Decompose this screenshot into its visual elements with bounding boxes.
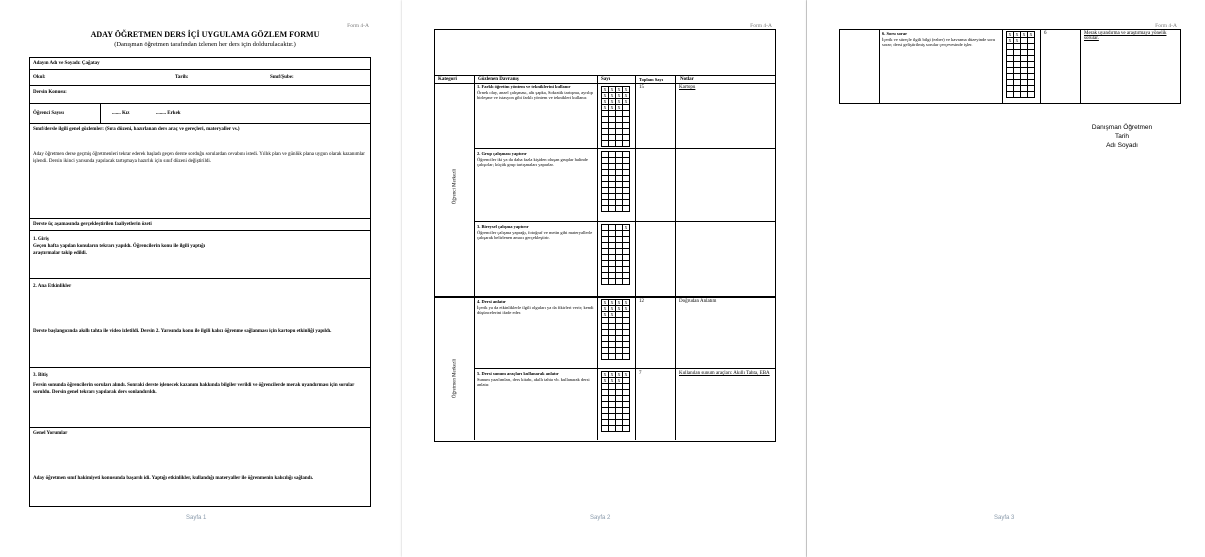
tally-cell[interactable]: X [1007,32,1014,38]
tally-cell[interactable] [623,354,630,360]
tally-cell[interactable]: X [616,99,623,105]
topic-row [30,86,370,104]
intro-label: 1. Giriş [33,237,49,242]
tally-cell[interactable]: X [616,306,623,312]
main-activities-text[interactable]: Derste başlangıcında akıllı tahta ile video izletildi. Dersin 2. Yarısında konu ile ilgili kalıcı öğrenme sağlanması için kartopu etkinliği yapıldı. [33,329,332,334]
comments-text[interactable]: Aday öğretmen sınıf hakimiyeti konusunda başarılı idi. Yaptığı etkinlikler, kullandığı materyaller ile öğrenmenin kalıcılığı sağlandı. [33,476,314,481]
header-count: Sayı [601,77,611,82]
candidate-name[interactable]: Adayın Adı ve Soyadı: Çağatay [33,61,100,66]
signature-block [1077,124,1167,149]
note-5[interactable]: Kullanılan sunum araçları: Akıllı Tahta, EBA [679,371,770,376]
tally-cell[interactable]: X [623,225,630,231]
tally-grid-2[interactable] [601,151,630,212]
tally-cell[interactable]: X [616,372,623,378]
behavior-table-continued [839,29,1181,104]
tally-cell[interactable]: X [602,306,609,312]
intro-text[interactable]: Geçen hafta yapılan konuların tekrarı yapıldı. Öğrencilerin konu ile ilgili yaptığı araştırmalar takip edildi. [33,244,206,256]
behavior-item-3: 3. Bireysel çalışma yaptırır Öğrenciler çalışma yaprağı, fotoğraf ve metin gibi materyallerle çalışarak belirlenen amacı gerçekleştirir. [477,224,593,240]
tally-cell[interactable] [616,206,623,212]
tally-cell[interactable] [602,426,609,432]
tally-cell[interactable]: X [609,99,616,105]
tally-cell[interactable] [1014,92,1021,98]
header-notes: Notlar [680,77,694,82]
form-label: Form 4-A [750,23,772,29]
tally-cell[interactable]: X [602,378,609,384]
tally-cell[interactable] [609,279,616,285]
tally-cell[interactable] [609,354,616,360]
phases-row [30,219,370,231]
tally-cell[interactable]: X [609,93,616,99]
behavior-item-6: 6. Soru sorar İçerik ve süreçle ilgili bilgi (ezber) ve kavrama düzeyinde soru sorar; dersi geliştirilmiş sorular çerçevesinde işler. [882,31,996,47]
tally-cell[interactable] [1007,92,1014,98]
tally-cell[interactable]: X [602,87,609,93]
behavior-table [434,76,776,442]
header-total: Toplam Sayı [639,77,663,82]
tally-grid-3[interactable] [601,224,630,285]
tally-cell[interactable]: X [602,372,609,378]
tally-cell[interactable] [616,426,623,432]
ending-label: 3. Bitiş [33,373,48,378]
tally-cell[interactable] [616,279,623,285]
comments-label: Genel Yorumlar [33,431,68,436]
category-student-centered: Öğrenci Merkezli [452,168,458,205]
tally-cell[interactable]: X [609,87,616,93]
total-6[interactable]: 6 [1044,31,1047,36]
main-activities-label: 2. Ana Etkinlikler [33,284,72,289]
tally-cell[interactable]: X [623,87,630,93]
tally-cell[interactable]: X [609,312,616,318]
tally-cell[interactable]: X [1021,32,1028,38]
student-count-label: Öğrenci Sayısı [33,111,64,116]
tally-cell[interactable]: X [1028,32,1035,38]
tally-cell[interactable]: X [616,87,623,93]
class-field[interactable]: Sınıf/Şube: [270,75,294,80]
candidate-row [30,58,370,70]
tally-grid-5[interactable] [601,371,630,432]
tally-cell[interactable] [1028,92,1035,98]
tally-cell[interactable]: X [623,306,630,312]
intro-row [30,231,370,279]
tally-cell[interactable] [623,279,630,285]
phases-label: Derste üç aşamasında gerçekleştirilen faaliyetlerin özeti [33,222,152,227]
header-behavior: Gözlenen Davranış [478,77,519,82]
tally-grid-1[interactable] [601,86,630,147]
tally-cell[interactable]: X [616,300,623,306]
tally-cell[interactable] [602,279,609,285]
advisor-teacher-label: Danışman Öğretmen [1091,124,1153,131]
girls-field[interactable]: ....... Kız [112,111,130,116]
general-observations-row [30,124,370,219]
form-title: ADAY ÖĞRETMEN DERS İÇİ UYGULAMA GÖZLEM FORMU [90,30,320,39]
signature-date-label: Tarih [1114,133,1130,140]
school-row [30,70,370,86]
tally-cell[interactable] [609,206,616,212]
header-category: Kategori [438,77,457,82]
page-number: Sayfa 2 [590,515,611,521]
tally-cell[interactable]: X [609,105,616,111]
tally-cell[interactable]: X [623,99,630,105]
tally-cell[interactable] [602,354,609,360]
tally-cell[interactable]: X [1014,32,1021,38]
behavior-item-5: 5. Dersi sunum araçları kullanarak anlatır Sunum yazılımları, ders kitabı, akıllı tahta vb. kullanarak dersi anlatır. [477,371,590,387]
table-header-row [435,76,775,84]
tally-cell[interactable] [609,426,616,432]
signature-name-label: Adı Soyadı [1106,142,1138,149]
tally-grid-4[interactable] [601,299,630,360]
total-1[interactable]: 15 [639,85,644,90]
general-observations-text[interactable]: Aday öğretmen derse geçmiş öğretmenleri tekrar ederek başladı geçen derste sorduğu sorulardan cevabını istedi. Yıllık plan ve günlük plana uygun olarak kazanımlar işlendi. Dersin ikinci yarısında yapılacak tartışmaya hazırlık için sınıf düzeni değiştirildi. [33,152,365,164]
tally-cell[interactable]: X [602,312,609,318]
tally-cell[interactable]: X [623,93,630,99]
tally-cell[interactable]: X [1014,38,1021,44]
tally-cell[interactable]: X [609,306,616,312]
tally-cell[interactable] [609,141,616,147]
form-subtitle: (Danışman öğretmen tarafından izlenen her ders için doldurulacaktır.) [114,41,296,48]
tally-cell[interactable]: X [609,372,616,378]
tally-cell[interactable]: X [602,300,609,306]
ending-text[interactable]: Fersin sonunda öğrencilerin soruları alındı. Sonraki derste işlenecek kazanım hakkında bilgiler verildi ve öğrencilerde merak uyandırması için sorular soruldu. Dersin genel tekrarı yapılarak ders sonlandırıldı. [33,383,355,395]
general-observations-label: Sınıf/dersle ilgili genel gözlemler: (Sıra düzeni, hazırlanan ders araç ve gereçleri, materyaller vs.) [33,127,240,132]
main-activities-row [30,279,370,368]
header-box [434,29,776,76]
category-teacher-centered: Öğretmen Merkezli [452,358,458,399]
tally-cell[interactable]: X [602,105,609,111]
school-field[interactable]: Okul: [33,75,46,80]
date-field[interactable]: Tarih: [175,75,189,80]
page-1 [0,0,403,557]
tally-cell[interactable]: X [616,378,623,384]
tally-grid-6[interactable] [1006,31,1035,98]
tally-cell[interactable]: X [609,378,616,384]
tally-cell[interactable]: X [609,300,616,306]
behavior-item-4: 4. Dersi anlatır İçerik ya da etkinliklerle ilgili olguları ya da fikirleri verir; kendi düşüncelerini ifade eder. [477,299,594,315]
ending-row [30,368,370,428]
total-5[interactable]: 7 [639,371,642,376]
total-4[interactable]: 12 [639,299,644,304]
form-label: Form 4-A [1155,23,1177,29]
behavior-item-2: 2. Grup çalışması yaptırır Öğrenciler iki ya da daha fazla kişiden oluşan gruplar halinde çalışırlar; küçük grup tartışmaları yaparlar. [477,151,588,167]
tally-cell[interactable]: X [602,93,609,99]
tally-cell[interactable] [602,141,609,147]
tally-cell[interactable] [616,141,623,147]
page-number: Sayfa 1 [186,515,207,521]
tally-cell[interactable] [602,206,609,212]
behavior-item-1: 1. Farklı öğretim yöntem ve tekniklerini kullanır Örnek olay, anzel çalışması, altı şapka, Sokratik tartışma, ayrılıp birleşme ve istasyon gibi farklı yöntem ve teknikleri kullanır. [477,84,593,100]
observation-form [29,57,371,507]
page-3 [807,0,1205,557]
form-label: Form 4-A [347,23,369,29]
tally-cell[interactable]: X [616,105,623,111]
boys-field[interactable]: ........ Erkek [156,111,181,116]
note-1[interactable]: Kartopu [679,85,696,90]
tally-cell[interactable]: X [1007,38,1014,44]
tally-cell[interactable]: X [616,93,623,99]
page-2 [402,0,806,557]
comments-row [30,428,370,506]
lesson-topic[interactable]: Dersin Konusu: [33,90,67,95]
tally-cell[interactable] [623,206,630,212]
tally-cell[interactable]: X [602,99,609,105]
tally-cell[interactable] [1021,92,1028,98]
note-6[interactable]: Merak uyandırma ve araştırmaya yönelik sorular. [1084,31,1167,41]
tally-cell[interactable] [623,141,630,147]
student-count-row [30,104,370,124]
tally-cell[interactable] [616,354,623,360]
tally-cell[interactable]: X [623,372,630,378]
page-number: Sayfa 3 [994,515,1015,521]
tally-cell[interactable]: X [623,300,630,306]
tally-cell[interactable] [623,426,630,432]
note-4[interactable]: Doğrudan Anlatım [679,299,717,304]
